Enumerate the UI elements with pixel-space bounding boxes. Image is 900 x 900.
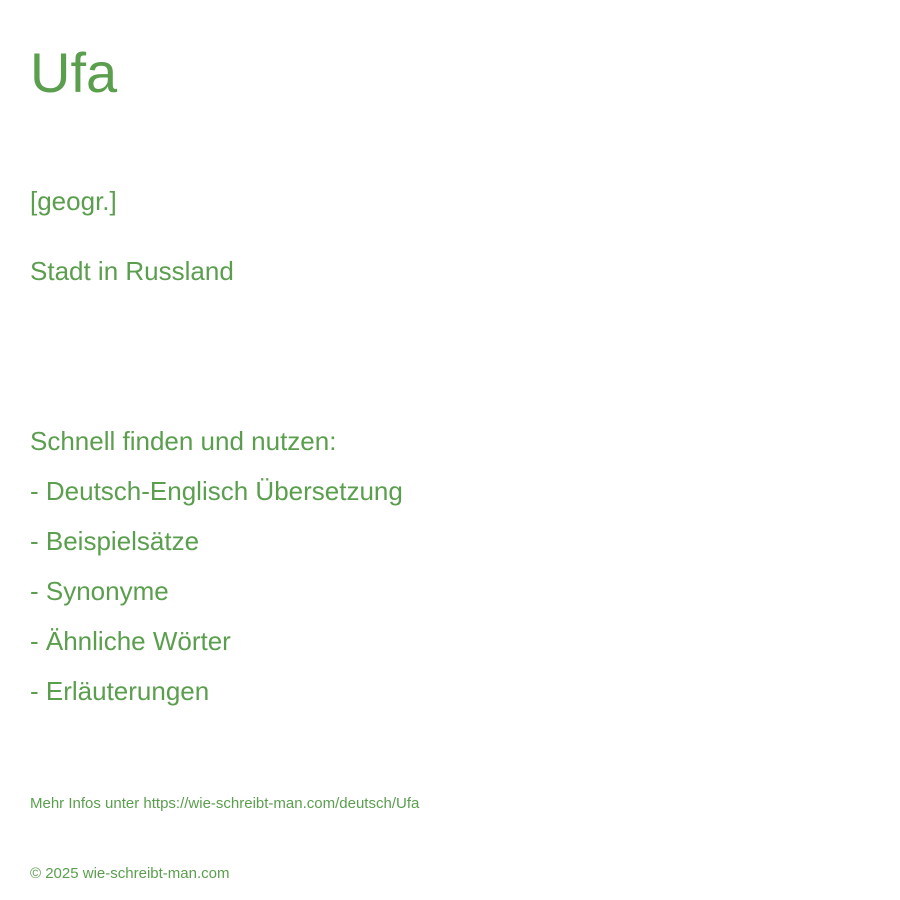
category-tag: [geogr.] <box>30 186 117 216</box>
feature-item-translation: - Deutsch-Englisch Übersetzung <box>30 476 403 506</box>
feature-item-explanations: - Erläuterungen <box>30 676 210 706</box>
feature-item-synonyms: - Synonyme <box>30 576 169 606</box>
copyright-notice: © 2025 wie-schreibt-man.com <box>30 865 230 882</box>
feature-item-similar-words: - Ähnliche Wörter <box>30 626 231 656</box>
page-title: Ufa <box>30 41 118 104</box>
definition-text: Stadt in Russland <box>30 256 234 286</box>
features-heading: Schnell finden und nutzen: <box>30 426 337 456</box>
feature-item-example-sentences: - Beispielsätze <box>30 526 200 556</box>
more-info-link[interactable]: Mehr Infos unter https://wie-schreibt-man.com/deutsch/Ufa <box>30 795 420 812</box>
